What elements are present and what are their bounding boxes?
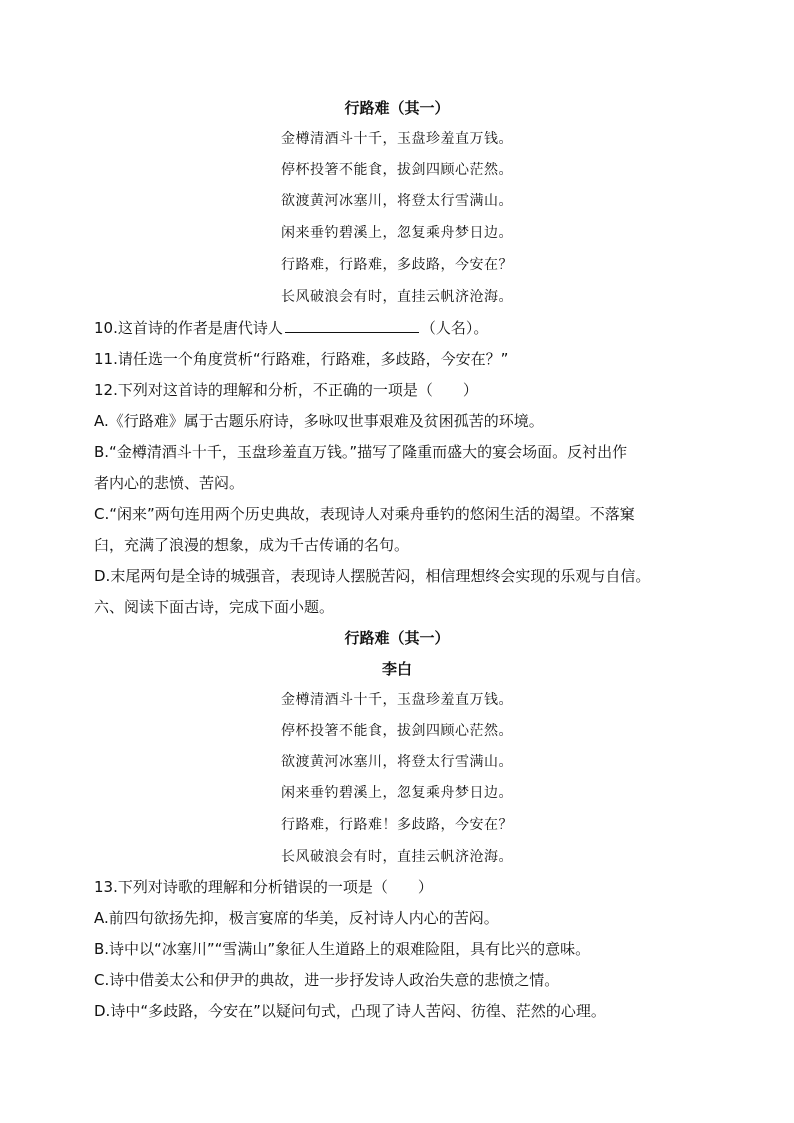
question-13-option-c: C.诗中借姜太公和伊尹的典故，进一步抒发诗人政治失意的悲愤之情。 bbox=[94, 971, 560, 989]
poem-line: 欲渡黄河冰塞川，将登太行雪满山。 bbox=[281, 754, 513, 770]
poem-line: 长风破浪会有时，直挂云帆济沧海。 bbox=[281, 849, 513, 865]
section-heading: 六、阅读下面古诗，完成下面小题。 bbox=[94, 598, 335, 616]
question-10-suffix: （人名）。 bbox=[420, 319, 489, 337]
answer-blank[interactable] bbox=[285, 318, 419, 333]
poem-line: 金樽清酒斗十千，玉盘珍羞直万钱。 bbox=[281, 131, 513, 147]
question-13-option-a: A.前四句欲扬先抑，极言宴席的华美，反衬诗人内心的苦闷。 bbox=[94, 909, 499, 927]
poem-author: 李白 bbox=[381, 660, 412, 678]
poem-line: 停杯投箸不能食，拔剑四顾心茫然。 bbox=[281, 162, 513, 178]
question-13-stem: 13.下列对诗歌的理解和分析错误的一项是（ ） bbox=[94, 878, 433, 896]
poem-title: 行路难（其一） bbox=[344, 99, 450, 117]
question-11: 11.请任选一个角度赏析“行路难，行路难，多歧路，今安在？” bbox=[94, 350, 509, 368]
poem-line: 闲来垂钓碧溪上，忽复乘舟梦日边。 bbox=[281, 785, 513, 801]
question-12-option-b: B.“金樽清酒斗十千，玉盘珍羞直万钱。”描写了隆重而盛大的宴会场面。反衬出作 bbox=[94, 443, 628, 461]
question-12-option-d: D.末尾两句是全诗的城强音，表现诗人摆脱苦闷，相信理想终会实现的乐观与自信。 bbox=[94, 567, 651, 585]
poem-line: 停杯投箸不能食，拔剑四顾心茫然。 bbox=[281, 723, 513, 739]
poem-title: 行路难（其一） bbox=[344, 629, 450, 647]
question-12-option-a: A.《行路难》属于古题乐府诗，多咏叹世事艰难及贫困孤苦的环境。 bbox=[94, 412, 544, 430]
question-12-option-b-cont: 者内心的悲愤、苦闷。 bbox=[94, 474, 245, 492]
question-10-text: 10.这首诗的作者是唐代诗人 bbox=[94, 319, 283, 337]
poem-line: 长风破浪会有时，直挂云帆济沧海。 bbox=[281, 289, 513, 305]
question-12-option-c: C.“闲来”两句连用两个历史典故，表现诗人对乘舟垂钓的悠闲生活的渴望。不落窠 bbox=[94, 505, 635, 523]
poem-line: 金樽清酒斗十千，玉盘珍羞直万钱。 bbox=[281, 692, 513, 708]
question-12-option-c-cont: 臼，充满了浪漫的想象，成为千古传诵的名句。 bbox=[94, 536, 410, 554]
question-13-option-d: D.诗中“多歧路，今安在”以疑问句式，凸现了诗人苦闷、彷徨、茫然的心理。 bbox=[94, 1002, 606, 1020]
question-10 bbox=[94, 317, 714, 338]
poem-line: 闲来垂钓碧溪上，忽复乘舟梦日边。 bbox=[281, 225, 513, 241]
question-12-stem: 12.下列对这首诗的理解和分析，不正确的一项是（ ） bbox=[94, 381, 478, 399]
question-13-option-b: B.诗中以“冰塞川”“雪满山”象征人生道路上的艰难险阻，具有比兴的意味。 bbox=[94, 940, 591, 958]
poem-line: 欲渡黄河冰塞川，将登太行雪满山。 bbox=[281, 193, 513, 209]
poem-line: 行路难，行路难！多歧路，今安在？ bbox=[281, 817, 513, 833]
poem-line: 行路难，行路难，多歧路，今安在？ bbox=[281, 257, 513, 273]
